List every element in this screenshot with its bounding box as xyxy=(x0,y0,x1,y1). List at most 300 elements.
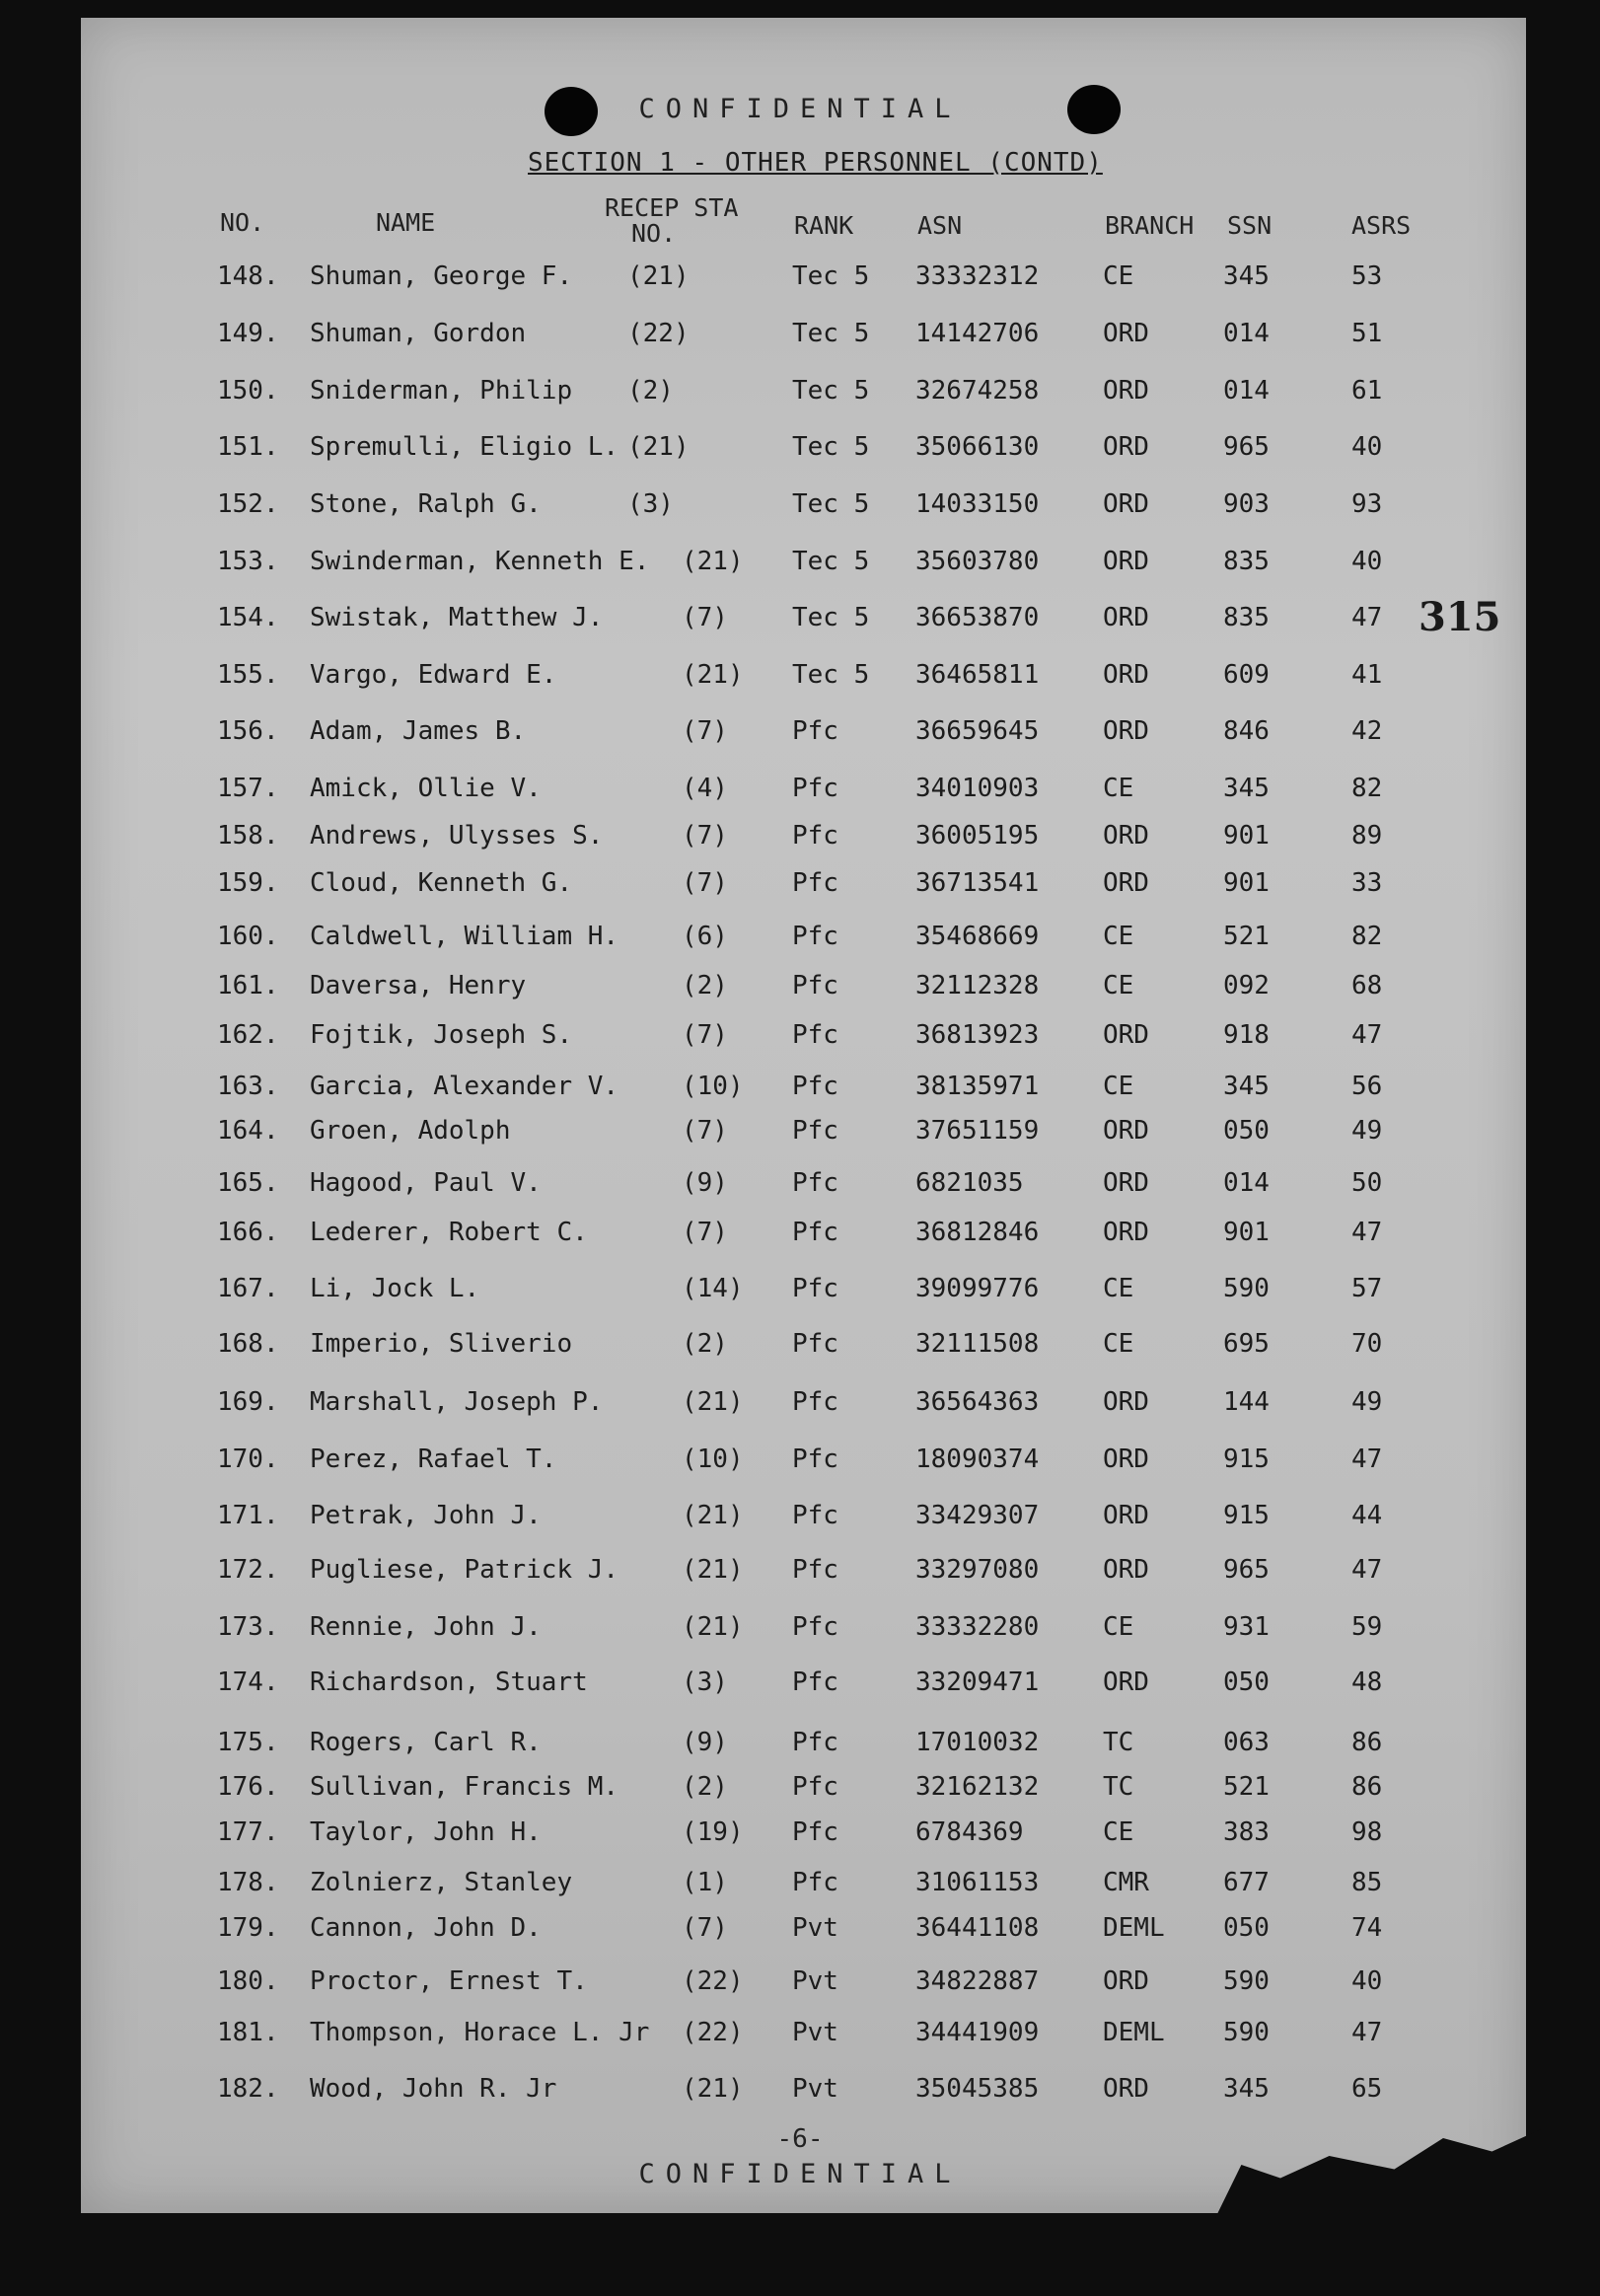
section-title: SECTION 1 - OTHER PERSONNEL (CONTD) xyxy=(528,148,1103,178)
table-row xyxy=(0,1667,1600,1707)
table-row xyxy=(0,922,1600,961)
row-asrs: 40 xyxy=(1351,1966,1383,1996)
row-name: Rennie, John J. xyxy=(310,1612,542,1642)
row-branch: ORD xyxy=(1103,716,1149,746)
row-number: 157. xyxy=(217,774,279,803)
row-branch: ORD xyxy=(1103,376,1149,406)
row-ssn: 609 xyxy=(1223,660,1270,690)
row-recep-sta: (7) xyxy=(682,1218,728,1247)
row-branch: CMR xyxy=(1103,1868,1149,1897)
row-rank: Pfc xyxy=(792,821,838,851)
row-branch: ORD xyxy=(1103,489,1149,519)
row-number: 162. xyxy=(217,1020,279,1050)
table-row xyxy=(0,1116,1600,1155)
row-name: Adam, James B. xyxy=(310,716,527,746)
row-name: Marshall, Joseph P. xyxy=(310,1387,604,1417)
row-asn: 33332312 xyxy=(915,261,1040,291)
row-rank: Pvt xyxy=(792,1966,838,1996)
table-row xyxy=(0,603,1600,642)
row-branch: CE xyxy=(1103,1612,1134,1642)
row-asn: 34822887 xyxy=(915,1966,1040,1996)
row-name: Imperio, Sliverio xyxy=(310,1329,573,1359)
row-ssn: 901 xyxy=(1223,868,1270,898)
row-recep-sta: (7) xyxy=(682,821,728,851)
row-branch: CE xyxy=(1103,971,1134,1000)
row-asrs: 41 xyxy=(1351,660,1383,690)
row-recep-sta: (22) xyxy=(682,2018,744,2047)
table-row xyxy=(0,716,1600,756)
row-ssn: 901 xyxy=(1223,1218,1270,1247)
row-recep-sta: (21) xyxy=(682,1387,744,1417)
row-ssn: 014 xyxy=(1223,376,1270,406)
page-number: -6- xyxy=(776,2124,824,2154)
row-ssn: 915 xyxy=(1223,1444,1270,1474)
row-ssn: 695 xyxy=(1223,1329,1270,1359)
confidential-footer: CONFIDENTIAL xyxy=(638,2159,962,2189)
row-rank: Tec 5 xyxy=(792,319,870,348)
row-rank: Pvt xyxy=(792,2018,838,2047)
row-asn: 14142706 xyxy=(915,319,1040,348)
row-number: 180. xyxy=(217,1966,279,1996)
table-row xyxy=(0,1612,1600,1652)
row-branch: DEML xyxy=(1103,2018,1165,2047)
row-recep-sta: (21) xyxy=(682,660,744,690)
row-asn: 31061153 xyxy=(915,1868,1040,1897)
row-name: Thompson, Horace L. Jr xyxy=(310,2018,650,2047)
row-branch: ORD xyxy=(1103,2074,1149,2104)
row-asrs: 44 xyxy=(1351,1501,1383,1530)
row-recep-sta: (2) xyxy=(627,376,674,406)
row-asn: 33332280 xyxy=(915,1612,1040,1642)
row-branch: CE xyxy=(1103,1817,1134,1847)
row-recep-sta: (2) xyxy=(682,971,728,1000)
row-recep-sta: (21) xyxy=(682,1555,744,1585)
row-asrs: 42 xyxy=(1351,716,1383,746)
row-ssn: 846 xyxy=(1223,716,1270,746)
row-number: 179. xyxy=(217,1913,279,1943)
row-asrs: 49 xyxy=(1351,1387,1383,1417)
row-number: 166. xyxy=(217,1218,279,1247)
row-number: 164. xyxy=(217,1116,279,1146)
row-asn: 6784369 xyxy=(915,1817,1024,1847)
row-ssn: 050 xyxy=(1223,1913,1270,1943)
row-rank: Tec 5 xyxy=(792,547,870,576)
row-name: Richardson, Stuart xyxy=(310,1667,588,1697)
table-row xyxy=(0,660,1600,700)
row-number: 175. xyxy=(217,1728,279,1757)
row-rank: Tec 5 xyxy=(792,660,870,690)
table-row xyxy=(0,1444,1600,1484)
margin-page-number: 315 xyxy=(1418,594,1501,640)
table-row xyxy=(0,868,1600,908)
row-ssn: 014 xyxy=(1223,1168,1270,1198)
row-rank: Pfc xyxy=(792,1868,838,1897)
row-asrs: 56 xyxy=(1351,1072,1383,1101)
row-branch: ORD xyxy=(1103,868,1149,898)
row-ssn: 677 xyxy=(1223,1868,1270,1897)
row-asrs: 86 xyxy=(1351,1728,1383,1757)
table-row xyxy=(0,1772,1600,1812)
row-recep-sta: (21) xyxy=(682,547,744,576)
row-ssn: 345 xyxy=(1223,1072,1270,1101)
row-asrs: 98 xyxy=(1351,1817,1383,1847)
row-rank: Pfc xyxy=(792,1667,838,1697)
row-asn: 35045385 xyxy=(915,2074,1040,2104)
row-branch: ORD xyxy=(1103,1116,1149,1146)
row-ssn: 521 xyxy=(1223,922,1270,951)
col-header-asrs: ASRS xyxy=(1351,211,1412,240)
row-asrs: 40 xyxy=(1351,432,1383,462)
row-asrs: 47 xyxy=(1351,1218,1383,1247)
table-row xyxy=(0,261,1600,301)
row-recep-sta: (7) xyxy=(682,868,728,898)
row-asrs: 49 xyxy=(1351,1116,1383,1146)
row-name: Shuman, George F. xyxy=(310,261,573,291)
row-ssn: 092 xyxy=(1223,971,1270,1000)
row-name: Wood, John R. Jr xyxy=(310,2074,557,2104)
row-asrs: 74 xyxy=(1351,1913,1383,1943)
row-name: Spremulli, Eligio L. xyxy=(310,432,619,462)
row-branch: ORD xyxy=(1103,1387,1149,1417)
row-recep-sta: (3) xyxy=(682,1667,728,1697)
row-name: Cannon, John D. xyxy=(310,1913,542,1943)
row-number: 161. xyxy=(217,971,279,1000)
row-rank: Pfc xyxy=(792,1444,838,1474)
row-recep-sta: (4) xyxy=(682,774,728,803)
row-ssn: 063 xyxy=(1223,1728,1270,1757)
row-recep-sta: (7) xyxy=(682,716,728,746)
row-branch: ORD xyxy=(1103,1168,1149,1198)
row-branch: ORD xyxy=(1103,821,1149,851)
row-rank: Pfc xyxy=(792,868,838,898)
col-header-recep: RECEP STA xyxy=(605,193,739,222)
row-name: Garcia, Alexander V. xyxy=(310,1072,619,1101)
row-rank: Tec 5 xyxy=(792,489,870,519)
row-recep-sta: (7) xyxy=(682,1020,728,1050)
row-name: Lederer, Robert C. xyxy=(310,1218,588,1247)
row-recep-sta: (9) xyxy=(682,1728,728,1757)
row-rank: Pvt xyxy=(792,1913,838,1943)
table-row xyxy=(0,1274,1600,1313)
row-branch: ORD xyxy=(1103,1218,1149,1247)
table-row xyxy=(0,821,1600,860)
row-asrs: 47 xyxy=(1351,2018,1383,2047)
row-asrs: 68 xyxy=(1351,971,1383,1000)
row-rank: Pvt xyxy=(792,2074,838,2104)
row-number: 171. xyxy=(217,1501,279,1530)
table-row xyxy=(0,1020,1600,1060)
row-asrs: 51 xyxy=(1351,319,1383,348)
row-rank: Pfc xyxy=(792,922,838,951)
row-number: 165. xyxy=(217,1168,279,1198)
row-rank: Pfc xyxy=(792,1020,838,1050)
row-recep-sta: (9) xyxy=(682,1168,728,1198)
row-asn: 36659645 xyxy=(915,716,1040,746)
row-asn: 33429307 xyxy=(915,1501,1040,1530)
row-number: 172. xyxy=(217,1555,279,1585)
row-rank: Pfc xyxy=(792,971,838,1000)
row-branch: DEML xyxy=(1103,1913,1165,1943)
row-branch: ORD xyxy=(1103,547,1149,576)
row-branch: CE xyxy=(1103,1329,1134,1359)
row-rank: Pfc xyxy=(792,1501,838,1530)
row-asrs: 47 xyxy=(1351,1020,1383,1050)
row-number: 163. xyxy=(217,1072,279,1101)
row-recep-sta: (2) xyxy=(682,1772,728,1802)
row-recep-sta: (21) xyxy=(682,2074,744,2104)
row-rank: Pfc xyxy=(792,1274,838,1303)
row-recep-sta: (10) xyxy=(682,1072,744,1101)
row-asn: 36564363 xyxy=(915,1387,1040,1417)
row-rank: Pfc xyxy=(792,1072,838,1101)
confidential-header: CONFIDENTIAL xyxy=(638,94,962,124)
row-branch: ORD xyxy=(1103,432,1149,462)
row-rank: Pfc xyxy=(792,716,838,746)
table-row xyxy=(0,971,1600,1010)
row-asrs: 86 xyxy=(1351,1772,1383,1802)
row-asrs: 89 xyxy=(1351,821,1383,851)
row-asrs: 82 xyxy=(1351,774,1383,803)
table-row xyxy=(0,1817,1600,1857)
row-asn: 38135971 xyxy=(915,1072,1040,1101)
row-asrs: 40 xyxy=(1351,547,1383,576)
row-ssn: 835 xyxy=(1223,547,1270,576)
row-asrs: 47 xyxy=(1351,603,1383,632)
row-name: Swinderman, Kenneth E. xyxy=(310,547,650,576)
row-asn: 32111508 xyxy=(915,1329,1040,1359)
row-number: 167. xyxy=(217,1274,279,1303)
row-number: 158. xyxy=(217,821,279,851)
row-asn: 17010032 xyxy=(915,1728,1040,1757)
table-row xyxy=(0,1218,1600,1257)
row-asrs: 47 xyxy=(1351,1444,1383,1474)
row-branch: CE xyxy=(1103,1274,1134,1303)
row-recep-sta: (7) xyxy=(682,603,728,632)
row-recep-sta: (1) xyxy=(682,1868,728,1897)
row-branch: CE xyxy=(1103,922,1134,951)
row-ssn: 835 xyxy=(1223,603,1270,632)
table-row xyxy=(0,547,1600,586)
row-rank: Pfc xyxy=(792,1329,838,1359)
row-name: Stone, Ralph G. xyxy=(310,489,542,519)
row-ssn: 345 xyxy=(1223,261,1270,291)
row-branch: ORD xyxy=(1103,1555,1149,1585)
row-rank: Pfc xyxy=(792,774,838,803)
row-name: Groen, Adolph xyxy=(310,1116,511,1146)
row-ssn: 590 xyxy=(1223,1966,1270,1996)
row-ssn: 521 xyxy=(1223,1772,1270,1802)
row-asrs: 61 xyxy=(1351,376,1383,406)
row-asn: 35468669 xyxy=(915,922,1040,951)
row-asn: 18090374 xyxy=(915,1444,1040,1474)
row-name: Zolnierz, Stanley xyxy=(310,1868,573,1897)
row-asn: 6821035 xyxy=(915,1168,1024,1198)
row-asrs: 59 xyxy=(1351,1612,1383,1642)
row-name: Taylor, John H. xyxy=(310,1817,542,1847)
row-recep-sta: (21) xyxy=(627,261,690,291)
row-name: Sullivan, Francis M. xyxy=(310,1772,619,1802)
row-ssn: 965 xyxy=(1223,1555,1270,1585)
row-rank: Pfc xyxy=(792,1728,838,1757)
row-name: Perez, Rafael T. xyxy=(310,1444,557,1474)
row-recep-sta: (2) xyxy=(682,1329,728,1359)
row-number: 148. xyxy=(217,261,279,291)
row-ssn: 050 xyxy=(1223,1116,1270,1146)
row-name: Caldwell, William H. xyxy=(310,922,619,951)
row-rank: Pfc xyxy=(792,1387,838,1417)
row-name: Sniderman, Philip xyxy=(310,376,573,406)
row-ssn: 590 xyxy=(1223,2018,1270,2047)
row-asn: 33297080 xyxy=(915,1555,1040,1585)
table-row xyxy=(0,1072,1600,1111)
row-asn: 35603780 xyxy=(915,547,1040,576)
row-recep-sta: (6) xyxy=(682,922,728,951)
row-asn: 36465811 xyxy=(915,660,1040,690)
col-header-recep-no: NO. xyxy=(631,219,677,248)
row-asn: 35066130 xyxy=(915,432,1040,462)
row-ssn: 931 xyxy=(1223,1612,1270,1642)
row-name: Shuman, Gordon xyxy=(310,319,527,348)
row-asn: 32162132 xyxy=(915,1772,1040,1802)
row-asn: 32674258 xyxy=(915,376,1040,406)
row-recep-sta: (14) xyxy=(682,1274,744,1303)
row-number: 181. xyxy=(217,2018,279,2047)
table-row xyxy=(0,2018,1600,2057)
col-header-branch: BRANCH xyxy=(1105,211,1195,240)
row-number: 174. xyxy=(217,1667,279,1697)
row-number: 156. xyxy=(217,716,279,746)
row-branch: CE xyxy=(1103,1072,1134,1101)
row-asn: 36713541 xyxy=(915,868,1040,898)
row-number: 176. xyxy=(217,1772,279,1802)
row-branch: TC xyxy=(1103,1728,1134,1757)
row-rank: Pfc xyxy=(792,1817,838,1847)
row-branch: CE xyxy=(1103,774,1134,803)
row-rank: Pfc xyxy=(792,1555,838,1585)
row-branch: ORD xyxy=(1103,1501,1149,1530)
row-ssn: 903 xyxy=(1223,489,1270,519)
row-asn: 36441108 xyxy=(915,1913,1040,1943)
row-name: Proctor, Ernest T. xyxy=(310,1966,588,1996)
row-number: 182. xyxy=(217,2074,279,2104)
row-recep-sta: (21) xyxy=(682,1501,744,1530)
row-asrs: 53 xyxy=(1351,261,1383,291)
row-branch: CE xyxy=(1103,261,1134,291)
table-row xyxy=(0,376,1600,415)
row-rank: Pfc xyxy=(792,1168,838,1198)
row-name: Hagood, Paul V. xyxy=(310,1168,542,1198)
row-recep-sta: (21) xyxy=(627,432,690,462)
table-row xyxy=(0,1501,1600,1540)
row-asn: 37651159 xyxy=(915,1116,1040,1146)
row-recep-sta: (21) xyxy=(682,1612,744,1642)
row-ssn: 144 xyxy=(1223,1387,1270,1417)
row-asn: 34010903 xyxy=(915,774,1040,803)
table-row xyxy=(0,1555,1600,1594)
row-recep-sta: (7) xyxy=(682,1116,728,1146)
row-ssn: 014 xyxy=(1223,319,1270,348)
table-row xyxy=(0,1329,1600,1369)
table-row xyxy=(0,432,1600,472)
row-rank: Pfc xyxy=(792,1772,838,1802)
table-row xyxy=(0,1387,1600,1427)
col-header-asn: ASN xyxy=(917,211,963,240)
row-asrs: 85 xyxy=(1351,1868,1383,1897)
row-number: 169. xyxy=(217,1387,279,1417)
row-number: 154. xyxy=(217,603,279,632)
row-recep-sta: (3) xyxy=(627,489,674,519)
row-ssn: 590 xyxy=(1223,1274,1270,1303)
row-number: 178. xyxy=(217,1868,279,1897)
row-number: 151. xyxy=(217,432,279,462)
row-ssn: 965 xyxy=(1223,432,1270,462)
row-number: 177. xyxy=(217,1817,279,1847)
table-row xyxy=(0,774,1600,813)
row-rank: Tec 5 xyxy=(792,603,870,632)
row-asn: 32112328 xyxy=(915,971,1040,1000)
row-number: 149. xyxy=(217,319,279,348)
row-rank: Tec 5 xyxy=(792,376,870,406)
row-name: Li, Jock L. xyxy=(310,1274,480,1303)
row-asrs: 93 xyxy=(1351,489,1383,519)
row-asn: 39099776 xyxy=(915,1274,1040,1303)
row-ssn: 915 xyxy=(1223,1501,1270,1530)
row-ssn: 918 xyxy=(1223,1020,1270,1050)
row-branch: ORD xyxy=(1103,603,1149,632)
table-row xyxy=(0,2074,1600,2113)
row-number: 150. xyxy=(217,376,279,406)
row-name: Vargo, Edward E. xyxy=(310,660,557,690)
row-name: Andrews, Ulysses S. xyxy=(310,821,604,851)
row-name: Cloud, Kenneth G. xyxy=(310,868,573,898)
row-recep-sta: (22) xyxy=(627,319,690,348)
row-number: 155. xyxy=(217,660,279,690)
row-asrs: 47 xyxy=(1351,1555,1383,1585)
col-header-ssn: SSN xyxy=(1227,211,1273,240)
row-recep-sta: (22) xyxy=(682,1966,744,1996)
row-asn: 33209471 xyxy=(915,1667,1040,1697)
row-asn: 36813923 xyxy=(915,1020,1040,1050)
row-rank: Tec 5 xyxy=(792,432,870,462)
row-ssn: 345 xyxy=(1223,774,1270,803)
row-number: 173. xyxy=(217,1612,279,1642)
row-asrs: 48 xyxy=(1351,1667,1383,1697)
row-name: Swistak, Matthew J. xyxy=(310,603,604,632)
row-asn: 14033150 xyxy=(915,489,1040,519)
row-branch: ORD xyxy=(1103,1966,1149,1996)
col-header-no: NO. xyxy=(220,208,265,237)
row-branch: ORD xyxy=(1103,1667,1149,1697)
row-recep-sta: (10) xyxy=(682,1444,744,1474)
row-name: Amick, Ollie V. xyxy=(310,774,542,803)
row-name: Fojtik, Joseph S. xyxy=(310,1020,573,1050)
table-row xyxy=(0,1728,1600,1767)
row-asn: 34441909 xyxy=(915,2018,1040,2047)
row-asrs: 65 xyxy=(1351,2074,1383,2104)
row-number: 170. xyxy=(217,1444,279,1474)
row-ssn: 383 xyxy=(1223,1817,1270,1847)
row-name: Pugliese, Patrick J. xyxy=(310,1555,619,1585)
row-ssn: 901 xyxy=(1223,821,1270,851)
table-row xyxy=(0,319,1600,358)
row-number: 152. xyxy=(217,489,279,519)
row-rank: Pfc xyxy=(792,1612,838,1642)
row-ssn: 050 xyxy=(1223,1667,1270,1697)
row-ssn: 345 xyxy=(1223,2074,1270,2104)
row-branch: ORD xyxy=(1103,319,1149,348)
table-row xyxy=(0,1966,1600,2006)
table-row xyxy=(0,1168,1600,1208)
